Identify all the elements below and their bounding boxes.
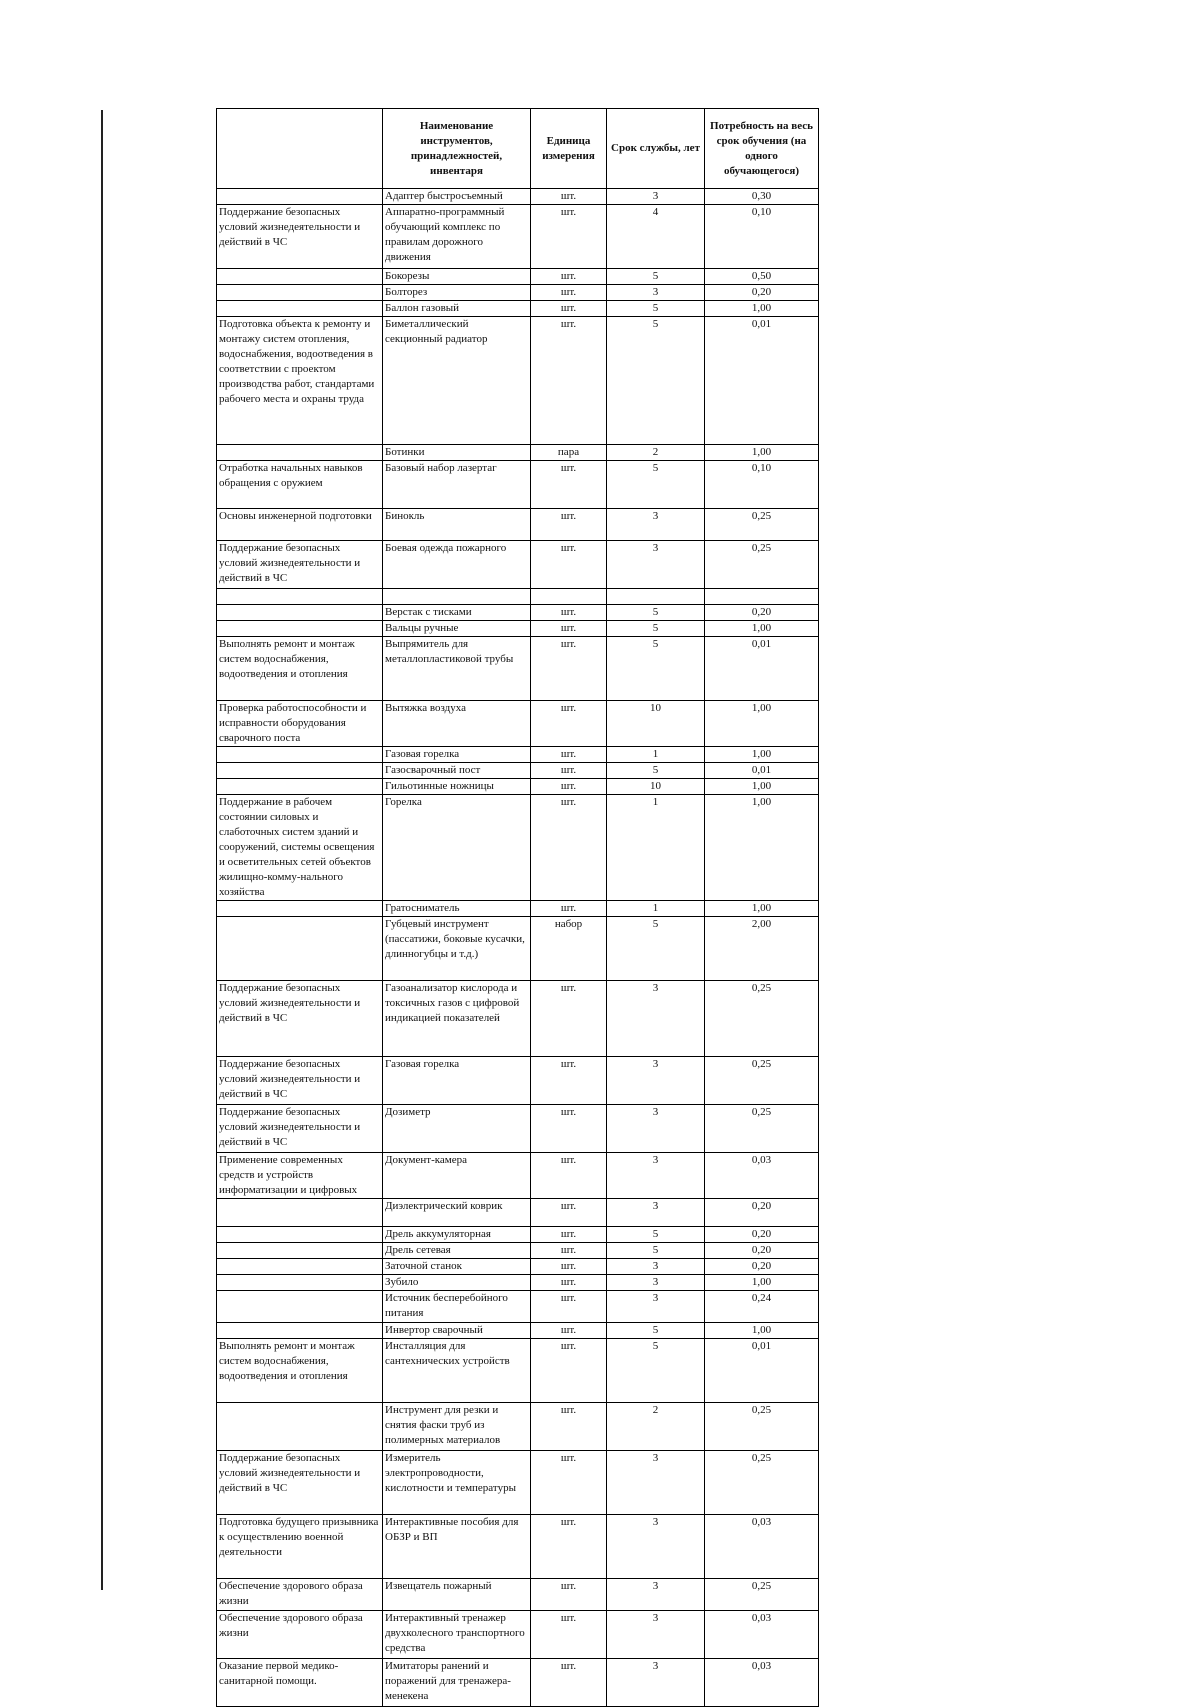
cell-need: 0,25	[705, 1579, 819, 1611]
table-header-row	[217, 109, 819, 189]
cell-unit: шт.	[531, 637, 607, 701]
cell-need: 1,00	[705, 1323, 819, 1339]
cell-item-name: Ботинки	[383, 445, 531, 461]
table-row	[217, 1611, 819, 1659]
cell-unit: шт.	[531, 621, 607, 637]
cell-item-name: Адаптер быстросъемный	[383, 189, 531, 205]
cell-need: 0,25	[705, 1451, 819, 1515]
table-row	[217, 981, 819, 1057]
cell-unit: шт.	[531, 981, 607, 1057]
cell-need: 0,03	[705, 1659, 819, 1707]
cell-unit: шт.	[531, 1515, 607, 1579]
table-row	[217, 317, 819, 445]
cell-need	[705, 589, 819, 605]
table-row	[217, 1275, 819, 1291]
table-row	[217, 1451, 819, 1515]
cell-service-life: 5	[607, 637, 705, 701]
cell-item-name: Болторез	[383, 285, 531, 301]
table-row	[217, 1259, 819, 1275]
cell-item-name: Биметаллический секционный радиатор	[383, 317, 531, 445]
table-row	[217, 589, 819, 605]
cell-service-life: 5	[607, 1339, 705, 1403]
cell-need: 1,00	[705, 1275, 819, 1291]
table-row	[217, 605, 819, 621]
cell-item-name: Газовая горелка	[383, 747, 531, 763]
cell-item-name: Инсталляция для сантехнических устройств	[383, 1339, 531, 1403]
cell-need: 0,03	[705, 1153, 819, 1199]
table-row	[217, 1579, 819, 1611]
cell-unit: шт.	[531, 205, 607, 269]
cell-service-life: 3	[607, 1153, 705, 1199]
cell-need: 0,10	[705, 461, 819, 509]
cell-discipline: Выполнять ремонт и монтаж систем водоснабжения, водоотведения и отопления	[217, 1339, 383, 1403]
cell-service-life: 3	[607, 1057, 705, 1105]
cell-item-name: Дрель аккумуляторная	[383, 1227, 531, 1243]
cell-unit: шт.	[531, 189, 607, 205]
cell-discipline: Обеспечение здорового образа жизни	[217, 1579, 383, 1611]
cell-discipline: Основы инженерной подготовки	[217, 509, 383, 541]
cell-need: 0,20	[705, 605, 819, 621]
table-row	[217, 763, 819, 779]
cell-item-name	[383, 589, 531, 605]
cell-discipline	[217, 1227, 383, 1243]
cell-unit: шт.	[531, 317, 607, 445]
cell-item-name: Гильотинные ножницы	[383, 779, 531, 795]
cell-service-life: 1	[607, 795, 705, 901]
cell-service-life: 3	[607, 1579, 705, 1611]
cell-unit: шт.	[531, 461, 607, 509]
cell-discipline	[217, 747, 383, 763]
cell-discipline: Отработка начальных навыков обращения с оружием	[217, 461, 383, 509]
cell-need: 0,24	[705, 1291, 819, 1323]
cell-item-name: Газосварочный пост	[383, 763, 531, 779]
cell-unit: шт.	[531, 1105, 607, 1153]
cell-need: 0,20	[705, 1199, 819, 1227]
cell-unit: шт.	[531, 1275, 607, 1291]
cell-item-name: Диэлектрический коврик	[383, 1199, 531, 1227]
cell-service-life: 4	[607, 205, 705, 269]
cell-unit: шт.	[531, 1259, 607, 1275]
cell-service-life: 3	[607, 1275, 705, 1291]
cell-need: 0,03	[705, 1515, 819, 1579]
cell-item-name: Баллон газовый	[383, 301, 531, 317]
table-row	[217, 541, 819, 589]
cell-unit: шт.	[531, 1323, 607, 1339]
cell-item-name: Горелка	[383, 795, 531, 901]
cell-unit: шт.	[531, 541, 607, 589]
cell-item-name: Гратосниматель	[383, 901, 531, 917]
cell-item-name: Газоанализатор кислорода и токсичных газов с цифровой индикацией показателей	[383, 981, 531, 1057]
table-row	[217, 1199, 819, 1227]
cell-unit: шт.	[531, 795, 607, 901]
cell-service-life: 1	[607, 901, 705, 917]
cell-discipline: Подготовка объекта к ремонту и монтажу систем отопления, водоснабжения, водоотведения в соответствии с проектом производства работ, стандартами рабочего места и охраны труда	[217, 317, 383, 445]
cell-need: 0,25	[705, 1057, 819, 1105]
table-row	[217, 779, 819, 795]
table-row	[217, 1291, 819, 1323]
cell-discipline: Поддержание безопасных условий жизнедеятельности и действий в ЧС	[217, 541, 383, 589]
cell-service-life: 2	[607, 1403, 705, 1451]
cell-service-life: 5	[607, 917, 705, 981]
cell-need: 0,25	[705, 1105, 819, 1153]
cell-service-life: 5	[607, 461, 705, 509]
cell-discipline: Обеспечение здорового образа жизни	[217, 1611, 383, 1659]
cell-unit: шт.	[531, 301, 607, 317]
cell-discipline: Выполнять ремонт и монтаж систем водоснабжения, водоотведения и отопления	[217, 637, 383, 701]
cell-unit: набор	[531, 917, 607, 981]
cell-unit: шт.	[531, 901, 607, 917]
cell-need: 0,25	[705, 1403, 819, 1451]
cell-service-life: 3	[607, 1291, 705, 1323]
cell-service-life: 5	[607, 1323, 705, 1339]
table-row	[217, 1105, 819, 1153]
cell-discipline: Поддержание безопасных условий жизнедеятельности и действий в ЧС	[217, 1451, 383, 1515]
cell-item-name: Бокорезы	[383, 269, 531, 285]
cell-unit: шт.	[531, 779, 607, 795]
cell-discipline	[217, 589, 383, 605]
table-row	[217, 1227, 819, 1243]
cell-unit: шт.	[531, 763, 607, 779]
cell-unit: шт.	[531, 1611, 607, 1659]
cell-service-life: 3	[607, 981, 705, 1057]
cell-unit: шт.	[531, 1403, 607, 1451]
cell-item-name: Измеритель электропроводности, кислотности и температуры	[383, 1451, 531, 1515]
cell-item-name: Губцевый инструмент (пассатижи, боковые кусачки, длинногубцы и т.д.)	[383, 917, 531, 981]
cell-service-life: 3	[607, 1199, 705, 1227]
cell-unit: шт.	[531, 1153, 607, 1199]
cell-need: 0,25	[705, 981, 819, 1057]
table-row	[217, 301, 819, 317]
table-row	[217, 747, 819, 763]
cell-discipline	[217, 605, 383, 621]
cell-unit: шт.	[531, 1199, 607, 1227]
cell-unit: шт.	[531, 1057, 607, 1105]
cell-discipline: Проверка работоспособности и исправности оборудования сварочного поста	[217, 701, 383, 747]
cell-need: 1,00	[705, 301, 819, 317]
cell-need: 0,20	[705, 1243, 819, 1259]
cell-discipline	[217, 1403, 383, 1451]
cell-service-life: 3	[607, 189, 705, 205]
cell-need: 1,00	[705, 445, 819, 461]
cell-discipline	[217, 1275, 383, 1291]
left-margin-line	[101, 110, 103, 1590]
cell-need: 0,50	[705, 269, 819, 285]
cell-unit: шт.	[531, 1291, 607, 1323]
cell-need: 0,03	[705, 1611, 819, 1659]
cell-service-life: 3	[607, 285, 705, 301]
cell-need: 0,01	[705, 317, 819, 445]
cell-unit	[531, 589, 607, 605]
cell-item-name: Базовый набор лазертаг	[383, 461, 531, 509]
cell-service-life	[607, 589, 705, 605]
table-row	[217, 461, 819, 509]
header-name: Наименование инструментов, принадлежностей, инвентаря	[383, 109, 531, 189]
cell-need: 0,01	[705, 1339, 819, 1403]
cell-need: 1,00	[705, 795, 819, 901]
cell-service-life: 5	[607, 1243, 705, 1259]
cell-item-name: Боевая одежда пожарного	[383, 541, 531, 589]
cell-discipline: Подготовка будущего призывника к осуществлению военной деятельности	[217, 1515, 383, 1579]
cell-need: 0,01	[705, 637, 819, 701]
cell-discipline: Применение современных средств и устройств информатизации и цифровых	[217, 1153, 383, 1199]
table-row	[217, 917, 819, 981]
cell-item-name: Зубило	[383, 1275, 531, 1291]
cell-discipline: Поддержание в рабочем состоянии силовых и слаботочных систем зданий и сооружений, системы освещения и осветительных сетей объектов жилищно-комму-нального хозяйства	[217, 795, 383, 901]
cell-service-life: 10	[607, 779, 705, 795]
cell-item-name: Бинокль	[383, 509, 531, 541]
cell-item-name: Дозиметр	[383, 1105, 531, 1153]
header-service-life: Срок службы, лет	[607, 109, 705, 189]
cell-discipline: Оказание первой медико-санитарной помощи.	[217, 1659, 383, 1707]
cell-discipline	[217, 901, 383, 917]
cell-item-name: Верстак с тисками	[383, 605, 531, 621]
cell-unit: шт.	[531, 701, 607, 747]
cell-service-life: 5	[607, 317, 705, 445]
cell-item-name: Дрель сетевая	[383, 1243, 531, 1259]
cell-discipline: Поддержание безопасных условий жизнедеятельности и действий в ЧС	[217, 1105, 383, 1153]
cell-service-life: 3	[607, 541, 705, 589]
cell-discipline: Поддержание безопасных условий жизнедеятельности и действий в ЧС	[217, 1057, 383, 1105]
table-row	[217, 621, 819, 637]
cell-need: 0,20	[705, 1259, 819, 1275]
cell-discipline	[217, 285, 383, 301]
cell-service-life: 3	[607, 1105, 705, 1153]
table-row	[217, 637, 819, 701]
cell-discipline	[217, 1243, 383, 1259]
table-row	[217, 285, 819, 301]
cell-item-name: Вытяжка воздуха	[383, 701, 531, 747]
cell-item-name: Интерактивный тренажер двухколесного транспортного средства	[383, 1611, 531, 1659]
cell-item-name: Газовая горелка	[383, 1057, 531, 1105]
cell-service-life: 5	[607, 269, 705, 285]
cell-unit: шт.	[531, 605, 607, 621]
table-row	[217, 1515, 819, 1579]
cell-discipline	[217, 1291, 383, 1323]
cell-item-name: Источник бесперебойного питания	[383, 1291, 531, 1323]
cell-need: 2,00	[705, 917, 819, 981]
cell-need: 1,00	[705, 901, 819, 917]
cell-unit: шт.	[531, 285, 607, 301]
cell-item-name: Инвертор сварочный	[383, 1323, 531, 1339]
header-discipline	[217, 109, 383, 189]
cell-unit: шт.	[531, 1227, 607, 1243]
cell-unit: пара	[531, 445, 607, 461]
table-row	[217, 1153, 819, 1199]
cell-discipline	[217, 269, 383, 285]
header-unit: Единица измерения	[531, 109, 607, 189]
cell-discipline	[217, 621, 383, 637]
cell-service-life: 3	[607, 1659, 705, 1707]
cell-need: 0,25	[705, 541, 819, 589]
cell-need: 0,25	[705, 509, 819, 541]
cell-service-life: 1	[607, 747, 705, 763]
cell-need: 1,00	[705, 701, 819, 747]
cell-unit: шт.	[531, 1339, 607, 1403]
cell-service-life: 10	[607, 701, 705, 747]
cell-need: 1,00	[705, 779, 819, 795]
cell-item-name: Заточной станок	[383, 1259, 531, 1275]
table-row	[217, 1339, 819, 1403]
table-row	[217, 1243, 819, 1259]
cell-unit: шт.	[531, 269, 607, 285]
cell-discipline	[217, 1259, 383, 1275]
table-row	[217, 701, 819, 747]
cell-need: 0,01	[705, 763, 819, 779]
table-row	[217, 1323, 819, 1339]
table-row	[217, 1403, 819, 1451]
cell-discipline: Поддержание безопасных условий жизнедеятельности и действий в ЧС	[217, 981, 383, 1057]
table-row	[217, 445, 819, 461]
cell-unit: шт.	[531, 1659, 607, 1707]
table-row	[217, 269, 819, 285]
table-row	[217, 901, 819, 917]
table-row	[217, 205, 819, 269]
table-row	[217, 1659, 819, 1707]
cell-unit: шт.	[531, 509, 607, 541]
cell-item-name: Извещатель пожарный	[383, 1579, 531, 1611]
table-row	[217, 509, 819, 541]
cell-discipline	[217, 779, 383, 795]
cell-service-life: 2	[607, 445, 705, 461]
cell-need: 0,10	[705, 205, 819, 269]
cell-discipline	[217, 763, 383, 779]
table-row	[217, 795, 819, 901]
cell-item-name: Имитаторы ранений и поражений для тренажера-менекена	[383, 1659, 531, 1707]
cell-item-name: Интерактивные пособия для ОБЗР и ВП	[383, 1515, 531, 1579]
cell-service-life: 3	[607, 1611, 705, 1659]
cell-discipline	[217, 1323, 383, 1339]
cell-service-life: 3	[607, 509, 705, 541]
cell-need: 0,20	[705, 1227, 819, 1243]
table-row	[217, 189, 819, 205]
cell-unit: шт.	[531, 747, 607, 763]
cell-item-name: Вальцы ручные	[383, 621, 531, 637]
cell-item-name: Выпрямитель для металлопластиковой трубы	[383, 637, 531, 701]
cell-item-name: Инструмент для резки и снятия фаски труб из полимерных материалов	[383, 1403, 531, 1451]
equipment-table	[216, 108, 819, 1707]
cell-service-life: 3	[607, 1515, 705, 1579]
cell-discipline: Поддержание безопасных условий жизнедеятельности и действий в ЧС	[217, 205, 383, 269]
header-need: Потребность на весь срок обучения (на одного обучающегося)	[705, 109, 819, 189]
cell-item-name: Документ-камера	[383, 1153, 531, 1199]
cell-need: 1,00	[705, 621, 819, 637]
cell-discipline	[217, 445, 383, 461]
table-body	[217, 189, 819, 1707]
table-row	[217, 1057, 819, 1105]
cell-discipline	[217, 1199, 383, 1227]
cell-need: 0,20	[705, 285, 819, 301]
cell-unit: шт.	[531, 1451, 607, 1515]
cell-service-life: 5	[607, 605, 705, 621]
cell-service-life: 5	[607, 621, 705, 637]
cell-need: 0,30	[705, 189, 819, 205]
cell-service-life: 5	[607, 301, 705, 317]
cell-service-life: 5	[607, 1227, 705, 1243]
cell-service-life: 5	[607, 763, 705, 779]
cell-discipline	[217, 301, 383, 317]
cell-unit: шт.	[531, 1243, 607, 1259]
cell-need: 1,00	[705, 747, 819, 763]
cell-service-life: 3	[607, 1259, 705, 1275]
cell-unit: шт.	[531, 1579, 607, 1611]
cell-item-name: Аппаратно-программный обучающий комплекс по правилам дорожного движения	[383, 205, 531, 269]
cell-discipline	[217, 917, 383, 981]
cell-discipline	[217, 189, 383, 205]
cell-service-life: 3	[607, 1451, 705, 1515]
